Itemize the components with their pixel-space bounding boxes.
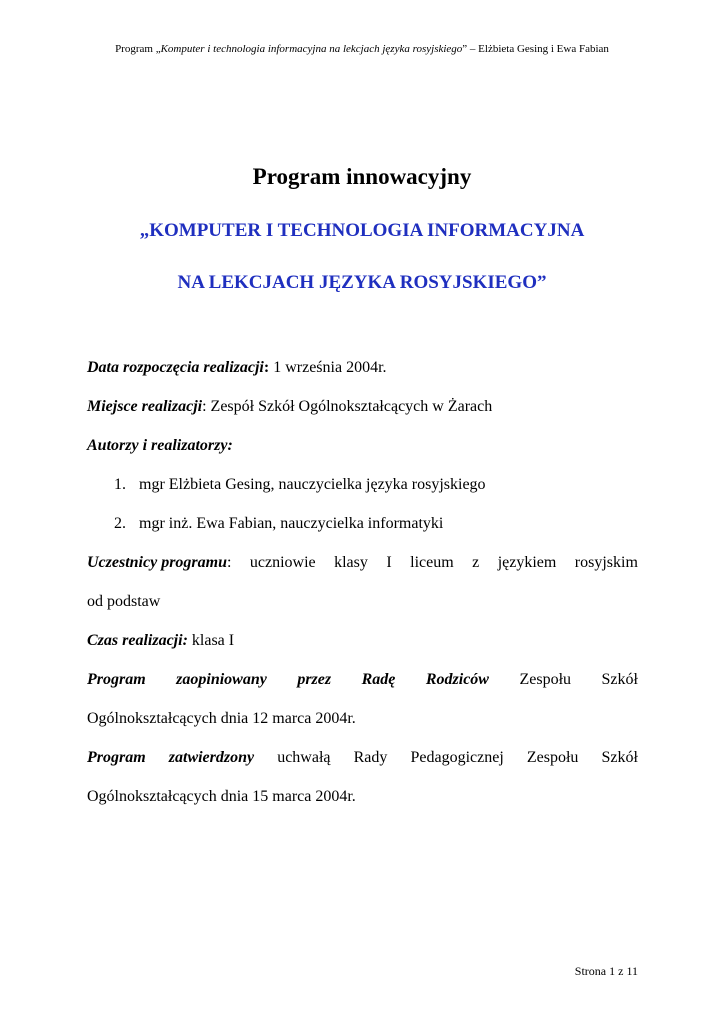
start-date-value: 1 września 2004r.	[269, 359, 387, 376]
opinion-continuation: Ogólnokształcących dnia 12 marca 2004r.	[87, 710, 356, 727]
participants-word: liceum	[410, 554, 454, 571]
participants-label-word: programu	[161, 554, 227, 571]
running-header-prefix: Program „	[115, 43, 161, 55]
document-body	[87, 354, 638, 822]
participants-word: z	[472, 554, 480, 571]
running-header-authors: ” – Elżbieta Gesing i Ewa Fabian	[462, 43, 609, 55]
participants-label	[87, 549, 231, 588]
approval-word: Szkół	[601, 749, 638, 766]
approval-continuation: Ogólnokształcących dnia 15 marca 2004r.	[87, 788, 356, 805]
participants-continuation: od podstaw	[87, 593, 161, 610]
participants-word: uczniowie	[249, 554, 316, 571]
start-date-label: Data rozpoczęcia realizacji	[87, 359, 264, 376]
start-date-separator: :	[263, 359, 270, 376]
author-list-text: mgr inż. Ewa Fabian, nauczycielka informatyki	[139, 515, 444, 532]
opinion-label-word: zaopiniowany	[176, 671, 267, 688]
approval-word: Zespołu	[526, 749, 579, 766]
duration-line	[87, 627, 638, 666]
running-header	[0, 42, 724, 56]
approval-word: uchwałą	[277, 749, 331, 766]
location-line	[87, 393, 638, 432]
approval-label-word: Program	[87, 749, 146, 766]
author-list-text: mgr Elżbieta Gesing, nauczycielka języka rosyjskiego	[139, 476, 486, 493]
subtitle-line-2: NA LEKCJACH JĘZYKA ROSYJSKIEGO”	[177, 272, 547, 293]
location-value: Zespół Szkół Ogólnokształcących w Żarach	[206, 398, 493, 415]
page-title: Program innowacyjny	[252, 164, 472, 189]
participants-word: rosyjskim	[574, 554, 638, 571]
approval-word: Pedagogicznej	[410, 749, 504, 766]
approval-label-word: zatwierdzony	[168, 749, 255, 766]
participants-separator: :	[227, 554, 232, 571]
duration-label: Czas realizacji:	[87, 632, 188, 649]
author-list-item	[87, 471, 638, 510]
approval-line	[87, 744, 638, 783]
participants-word: językiem	[497, 554, 557, 571]
authors-label: Autorzy i realizatorzy:	[87, 437, 233, 454]
author-list-number: 2.	[114, 515, 126, 532]
participants-word: I	[386, 554, 392, 571]
opinion-label-word: Rodziców	[425, 671, 489, 688]
approval-word: Rady	[353, 749, 388, 766]
running-header-program-title: Komputer i technologia informacyjna na lekcjach języka rosyjskiego	[160, 43, 463, 55]
authors-label-line	[87, 432, 638, 471]
participants-word: klasy	[334, 554, 368, 571]
author-list-item	[87, 510, 638, 549]
location-label: Miejsce realizacji	[87, 398, 203, 415]
author-list-number: 1.	[114, 476, 126, 493]
opinion-label-word: przez	[297, 671, 332, 688]
duration-value: klasa I	[187, 632, 235, 649]
opinion-line	[87, 666, 638, 705]
opinion-label-word: Program	[87, 671, 146, 688]
location-separator: :	[202, 398, 207, 415]
opinion-word: Szkół	[601, 671, 638, 688]
subtitle-line-1: „KOMPUTER I TECHNOLOGIA INFORMACYJNA	[139, 220, 585, 241]
start-date-line	[87, 354, 638, 393]
participants-label-word: Uczestnicy	[87, 554, 158, 571]
page-number: Strona 1 z 11	[574, 964, 638, 978]
opinion-word: Zespołu	[519, 671, 572, 688]
participants-line	[87, 549, 638, 588]
opinion-label-word: Radę	[361, 671, 396, 688]
